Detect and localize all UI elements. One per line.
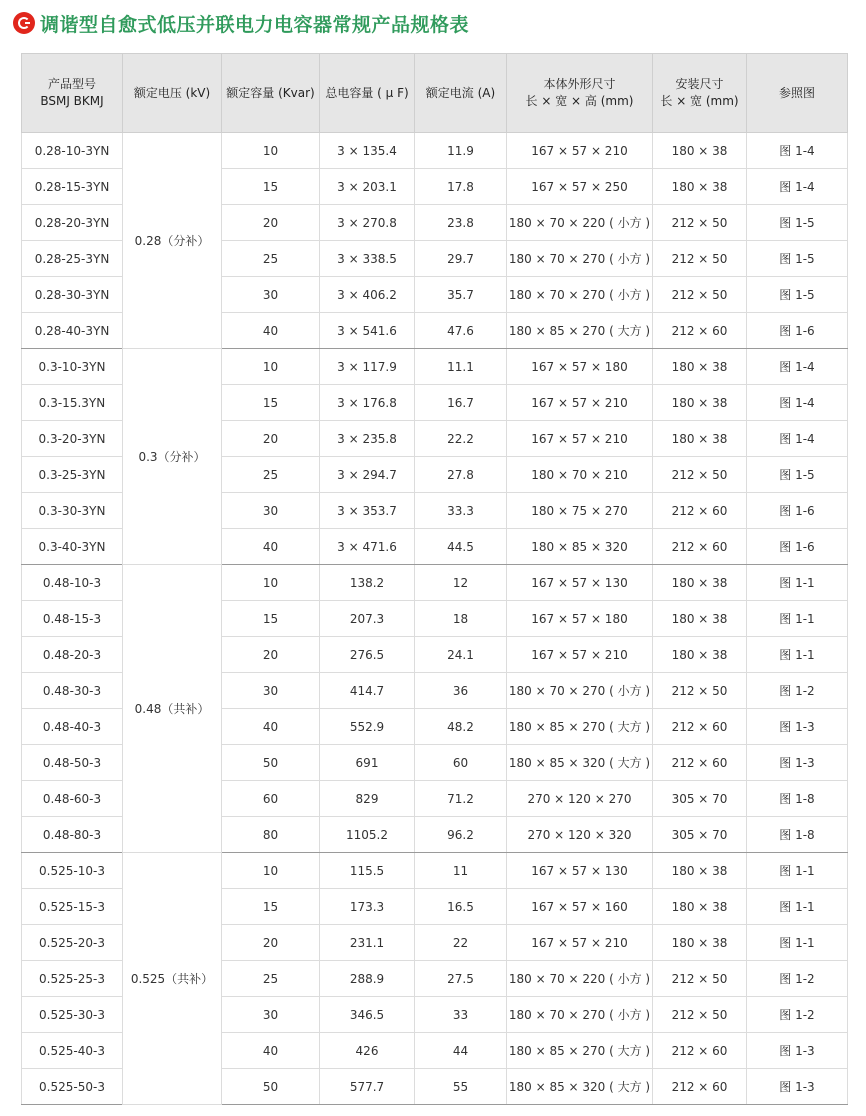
cell-total-capacitance: 115.5 bbox=[320, 853, 415, 889]
cell-body-size: 167 × 57 × 210 bbox=[507, 421, 653, 457]
cell-mount-size: 212 × 60 bbox=[653, 493, 747, 529]
cell-current: 16.7 bbox=[415, 385, 507, 421]
cell-mount-size: 180 × 38 bbox=[653, 853, 747, 889]
cell-mount-size: 180 × 38 bbox=[653, 385, 747, 421]
cell-capacity: 25 bbox=[222, 961, 320, 997]
cell-current: 12 bbox=[415, 565, 507, 601]
cell-model: 0.48-15-3 bbox=[22, 601, 123, 637]
cell-body-size: 167 × 57 × 180 bbox=[507, 601, 653, 637]
cell-total-capacitance: 138.2 bbox=[320, 565, 415, 601]
cell-model: 0.525-40-3 bbox=[22, 1033, 123, 1069]
cell-reference: 图 1-8 bbox=[747, 817, 848, 853]
cell-mount-size: 212 × 50 bbox=[653, 673, 747, 709]
cell-model: 0.28-15-3YN bbox=[22, 169, 123, 205]
cell-mount-size: 212 × 60 bbox=[653, 709, 747, 745]
cell-model: 0.48-60-3 bbox=[22, 781, 123, 817]
cell-mount-size: 180 × 38 bbox=[653, 601, 747, 637]
header-voltage: 额定电压 (kV) bbox=[123, 54, 222, 133]
cell-capacity: 10 bbox=[222, 853, 320, 889]
cell-voltage: 0.3（分补） bbox=[123, 349, 222, 565]
cell-reference: 图 1-1 bbox=[747, 565, 848, 601]
cell-model: 0.525-50-3 bbox=[22, 1069, 123, 1105]
header-total-capacitance: 总电容量 ( μ F) bbox=[320, 54, 415, 133]
cell-mount-size: 305 × 70 bbox=[653, 781, 747, 817]
cell-model: 0.48-80-3 bbox=[22, 817, 123, 853]
cell-body-size: 180 × 70 × 270 ( 小方 ) bbox=[507, 241, 653, 277]
cell-model: 0.525-30-3 bbox=[22, 997, 123, 1033]
cell-model: 0.525-15-3 bbox=[22, 889, 123, 925]
cell-current: 60 bbox=[415, 745, 507, 781]
cell-current: 36 bbox=[415, 673, 507, 709]
cell-mount-size: 180 × 38 bbox=[653, 133, 747, 169]
table-row bbox=[22, 133, 848, 169]
cell-voltage: 0.28（分补） bbox=[123, 133, 222, 349]
cell-model: 0.3-10-3YN bbox=[22, 349, 123, 385]
table-header-row bbox=[22, 54, 848, 133]
header-reference: 参照图 bbox=[747, 54, 848, 133]
cell-body-size: 167 × 57 × 160 bbox=[507, 889, 653, 925]
header-mount-size: 安装尺寸 长 × 宽 (mm) bbox=[653, 54, 747, 133]
cell-mount-size: 212 × 50 bbox=[653, 205, 747, 241]
cell-current: 35.7 bbox=[415, 277, 507, 313]
cell-capacity: 10 bbox=[222, 565, 320, 601]
cell-mount-size: 180 × 38 bbox=[653, 889, 747, 925]
cell-current: 22 bbox=[415, 925, 507, 961]
cell-reference: 图 1-3 bbox=[747, 1069, 848, 1105]
cell-reference: 图 1-5 bbox=[747, 277, 848, 313]
cell-reference: 图 1-5 bbox=[747, 205, 848, 241]
cell-capacity: 60 bbox=[222, 781, 320, 817]
cell-body-size: 180 × 70 × 270 ( 小方 ) bbox=[507, 277, 653, 313]
cell-mount-size: 305 × 70 bbox=[653, 817, 747, 853]
brand-logo-icon bbox=[13, 12, 35, 34]
cell-current: 16.5 bbox=[415, 889, 507, 925]
cell-total-capacitance: 577.7 bbox=[320, 1069, 415, 1105]
cell-reference: 图 1-4 bbox=[747, 169, 848, 205]
cell-body-size: 180 × 85 × 320 ( 大方 ) bbox=[507, 1069, 653, 1105]
cell-model: 0.28-25-3YN bbox=[22, 241, 123, 277]
cell-total-capacitance: 3 × 270.8 bbox=[320, 205, 415, 241]
cell-reference: 图 1-4 bbox=[747, 349, 848, 385]
table-row bbox=[22, 565, 848, 601]
cell-reference: 图 1-6 bbox=[747, 493, 848, 529]
cell-reference: 图 1-3 bbox=[747, 1033, 848, 1069]
cell-reference: 图 1-1 bbox=[747, 889, 848, 925]
cell-capacity: 40 bbox=[222, 1033, 320, 1069]
cell-current: 33 bbox=[415, 997, 507, 1033]
page-title: 调谐型自愈式低压并联电力电容器常规产品规格表 bbox=[40, 13, 470, 36]
cell-capacity: 50 bbox=[222, 745, 320, 781]
cell-current: 48.2 bbox=[415, 709, 507, 745]
cell-reference: 图 1-4 bbox=[747, 421, 848, 457]
cell-total-capacitance: 1105.2 bbox=[320, 817, 415, 853]
cell-current: 17.8 bbox=[415, 169, 507, 205]
cell-body-size: 180 × 70 × 270 ( 小方 ) bbox=[507, 673, 653, 709]
cell-capacity: 15 bbox=[222, 601, 320, 637]
cell-capacity: 10 bbox=[222, 133, 320, 169]
cell-body-size: 180 × 70 × 220 ( 小方 ) bbox=[507, 961, 653, 997]
table-row bbox=[22, 349, 848, 385]
header-model: 产品型号 BSMJ BKMJ bbox=[22, 54, 123, 133]
cell-voltage: 0.48（共补） bbox=[123, 565, 222, 853]
cell-reference: 图 1-3 bbox=[747, 709, 848, 745]
cell-capacity: 15 bbox=[222, 169, 320, 205]
cell-total-capacitance: 276.5 bbox=[320, 637, 415, 673]
cell-body-size: 180 × 85 × 320 bbox=[507, 529, 653, 565]
cell-total-capacitance: 3 × 406.2 bbox=[320, 277, 415, 313]
cell-total-capacitance: 288.9 bbox=[320, 961, 415, 997]
cell-reference: 图 1-2 bbox=[747, 961, 848, 997]
cell-capacity: 30 bbox=[222, 997, 320, 1033]
cell-capacity: 10 bbox=[222, 349, 320, 385]
cell-mount-size: 212 × 60 bbox=[653, 313, 747, 349]
cell-reference: 图 1-6 bbox=[747, 313, 848, 349]
cell-body-size: 167 × 57 × 210 bbox=[507, 385, 653, 421]
cell-mount-size: 180 × 38 bbox=[653, 565, 747, 601]
spec-table bbox=[21, 53, 848, 1105]
header-current: 额定电流 (A) bbox=[415, 54, 507, 133]
cell-model: 0.3-25-3YN bbox=[22, 457, 123, 493]
cell-current: 44.5 bbox=[415, 529, 507, 565]
cell-body-size: 167 × 57 × 210 bbox=[507, 925, 653, 961]
cell-body-size: 167 × 57 × 210 bbox=[507, 637, 653, 673]
cell-reference: 图 1-1 bbox=[747, 637, 848, 673]
cell-current: 23.8 bbox=[415, 205, 507, 241]
cell-body-size: 180 × 85 × 270 ( 大方 ) bbox=[507, 1033, 653, 1069]
cell-mount-size: 212 × 60 bbox=[653, 1069, 747, 1105]
cell-body-size: 270 × 120 × 270 bbox=[507, 781, 653, 817]
cell-capacity: 30 bbox=[222, 493, 320, 529]
cell-current: 44 bbox=[415, 1033, 507, 1069]
cell-reference: 图 1-1 bbox=[747, 925, 848, 961]
cell-reference: 图 1-4 bbox=[747, 133, 848, 169]
cell-model: 0.3-20-3YN bbox=[22, 421, 123, 457]
cell-capacity: 20 bbox=[222, 205, 320, 241]
cell-capacity: 40 bbox=[222, 313, 320, 349]
cell-total-capacitance: 346.5 bbox=[320, 997, 415, 1033]
cell-capacity: 30 bbox=[222, 673, 320, 709]
cell-current: 24.1 bbox=[415, 637, 507, 673]
cell-mount-size: 212 × 60 bbox=[653, 529, 747, 565]
cell-reference: 图 1-1 bbox=[747, 601, 848, 637]
cell-model: 0.28-40-3YN bbox=[22, 313, 123, 349]
cell-current: 22.2 bbox=[415, 421, 507, 457]
cell-total-capacitance: 3 × 203.1 bbox=[320, 169, 415, 205]
cell-current: 11.9 bbox=[415, 133, 507, 169]
cell-total-capacitance: 3 × 235.8 bbox=[320, 421, 415, 457]
cell-current: 33.3 bbox=[415, 493, 507, 529]
cell-mount-size: 180 × 38 bbox=[653, 169, 747, 205]
cell-model: 0.3-30-3YN bbox=[22, 493, 123, 529]
cell-capacity: 40 bbox=[222, 529, 320, 565]
cell-voltage: 0.525（共补） bbox=[123, 853, 222, 1105]
cell-model: 0.48-20-3 bbox=[22, 637, 123, 673]
cell-capacity: 20 bbox=[222, 925, 320, 961]
cell-current: 71.2 bbox=[415, 781, 507, 817]
cell-reference: 图 1-2 bbox=[747, 673, 848, 709]
cell-total-capacitance: 829 bbox=[320, 781, 415, 817]
cell-body-size: 180 × 70 × 270 ( 小方 ) bbox=[507, 997, 653, 1033]
cell-total-capacitance: 3 × 135.4 bbox=[320, 133, 415, 169]
cell-body-size: 180 × 85 × 320 ( 大方 ) bbox=[507, 745, 653, 781]
cell-total-capacitance: 3 × 541.6 bbox=[320, 313, 415, 349]
cell-capacity: 25 bbox=[222, 241, 320, 277]
cell-mount-size: 180 × 38 bbox=[653, 925, 747, 961]
cell-total-capacitance: 552.9 bbox=[320, 709, 415, 745]
cell-body-size: 167 × 57 × 180 bbox=[507, 349, 653, 385]
cell-total-capacitance: 3 × 176.8 bbox=[320, 385, 415, 421]
cell-capacity: 20 bbox=[222, 637, 320, 673]
cell-current: 11.1 bbox=[415, 349, 507, 385]
cell-mount-size: 212 × 50 bbox=[653, 277, 747, 313]
page-header bbox=[13, 6, 469, 40]
cell-current: 18 bbox=[415, 601, 507, 637]
cell-total-capacitance: 3 × 117.9 bbox=[320, 349, 415, 385]
cell-model: 0.525-25-3 bbox=[22, 961, 123, 997]
cell-mount-size: 212 × 50 bbox=[653, 457, 747, 493]
cell-model: 0.3-15.3YN bbox=[22, 385, 123, 421]
cell-total-capacitance: 691 bbox=[320, 745, 415, 781]
cell-reference: 图 1-1 bbox=[747, 853, 848, 889]
cell-current: 55 bbox=[415, 1069, 507, 1105]
cell-body-size: 180 × 75 × 270 bbox=[507, 493, 653, 529]
cell-reference: 图 1-3 bbox=[747, 745, 848, 781]
spec-table-body bbox=[22, 133, 848, 1105]
cell-mount-size: 212 × 60 bbox=[653, 1033, 747, 1069]
cell-total-capacitance: 3 × 338.5 bbox=[320, 241, 415, 277]
cell-model: 0.28-10-3YN bbox=[22, 133, 123, 169]
cell-reference: 图 1-4 bbox=[747, 385, 848, 421]
cell-reference: 图 1-5 bbox=[747, 241, 848, 277]
cell-body-size: 180 × 85 × 270 ( 大方 ) bbox=[507, 709, 653, 745]
cell-capacity: 15 bbox=[222, 889, 320, 925]
cell-body-size: 180 × 70 × 220 ( 小方 ) bbox=[507, 205, 653, 241]
cell-model: 0.3-40-3YN bbox=[22, 529, 123, 565]
cell-capacity: 30 bbox=[222, 277, 320, 313]
cell-model: 0.525-20-3 bbox=[22, 925, 123, 961]
cell-mount-size: 212 × 60 bbox=[653, 745, 747, 781]
cell-total-capacitance: 3 × 353.7 bbox=[320, 493, 415, 529]
cell-capacity: 25 bbox=[222, 457, 320, 493]
cell-mount-size: 212 × 50 bbox=[653, 241, 747, 277]
header-capacity: 额定容量 (Kvar) bbox=[222, 54, 320, 133]
cell-model: 0.48-40-3 bbox=[22, 709, 123, 745]
cell-reference: 图 1-6 bbox=[747, 529, 848, 565]
cell-current: 96.2 bbox=[415, 817, 507, 853]
cell-body-size: 180 × 85 × 270 ( 大方 ) bbox=[507, 313, 653, 349]
cell-mount-size: 180 × 38 bbox=[653, 421, 747, 457]
cell-body-size: 270 × 120 × 320 bbox=[507, 817, 653, 853]
cell-mount-size: 212 × 50 bbox=[653, 997, 747, 1033]
cell-body-size: 180 × 70 × 210 bbox=[507, 457, 653, 493]
cell-capacity: 80 bbox=[222, 817, 320, 853]
cell-current: 27.5 bbox=[415, 961, 507, 997]
cell-total-capacitance: 3 × 471.6 bbox=[320, 529, 415, 565]
cell-mount-size: 180 × 38 bbox=[653, 349, 747, 385]
cell-model: 0.48-30-3 bbox=[22, 673, 123, 709]
cell-total-capacitance: 426 bbox=[320, 1033, 415, 1069]
cell-current: 27.8 bbox=[415, 457, 507, 493]
cell-model: 0.28-30-3YN bbox=[22, 277, 123, 313]
cell-total-capacitance: 414.7 bbox=[320, 673, 415, 709]
cell-model: 0.525-10-3 bbox=[22, 853, 123, 889]
cell-body-size: 167 × 57 × 210 bbox=[507, 133, 653, 169]
cell-capacity: 40 bbox=[222, 709, 320, 745]
cell-capacity: 50 bbox=[222, 1069, 320, 1105]
cell-model: 0.48-10-3 bbox=[22, 565, 123, 601]
cell-mount-size: 180 × 38 bbox=[653, 637, 747, 673]
cell-mount-size: 212 × 50 bbox=[653, 961, 747, 997]
cell-model: 0.28-20-3YN bbox=[22, 205, 123, 241]
cell-capacity: 20 bbox=[222, 421, 320, 457]
cell-reference: 图 1-5 bbox=[747, 457, 848, 493]
cell-reference: 图 1-8 bbox=[747, 781, 848, 817]
cell-total-capacitance: 207.3 bbox=[320, 601, 415, 637]
cell-body-size: 167 × 57 × 130 bbox=[507, 853, 653, 889]
cell-total-capacitance: 173.3 bbox=[320, 889, 415, 925]
table-row bbox=[22, 853, 848, 889]
cell-current: 47.6 bbox=[415, 313, 507, 349]
cell-current: 29.7 bbox=[415, 241, 507, 277]
cell-reference: 图 1-2 bbox=[747, 997, 848, 1033]
cell-body-size: 167 × 57 × 130 bbox=[507, 565, 653, 601]
cell-capacity: 15 bbox=[222, 385, 320, 421]
cell-model: 0.48-50-3 bbox=[22, 745, 123, 781]
cell-body-size: 167 × 57 × 250 bbox=[507, 169, 653, 205]
header-body-size: 本体外形尺寸 长 × 宽 × 高 (mm) bbox=[507, 54, 653, 133]
cell-total-capacitance: 3 × 294.7 bbox=[320, 457, 415, 493]
cell-total-capacitance: 231.1 bbox=[320, 925, 415, 961]
cell-current: 11 bbox=[415, 853, 507, 889]
